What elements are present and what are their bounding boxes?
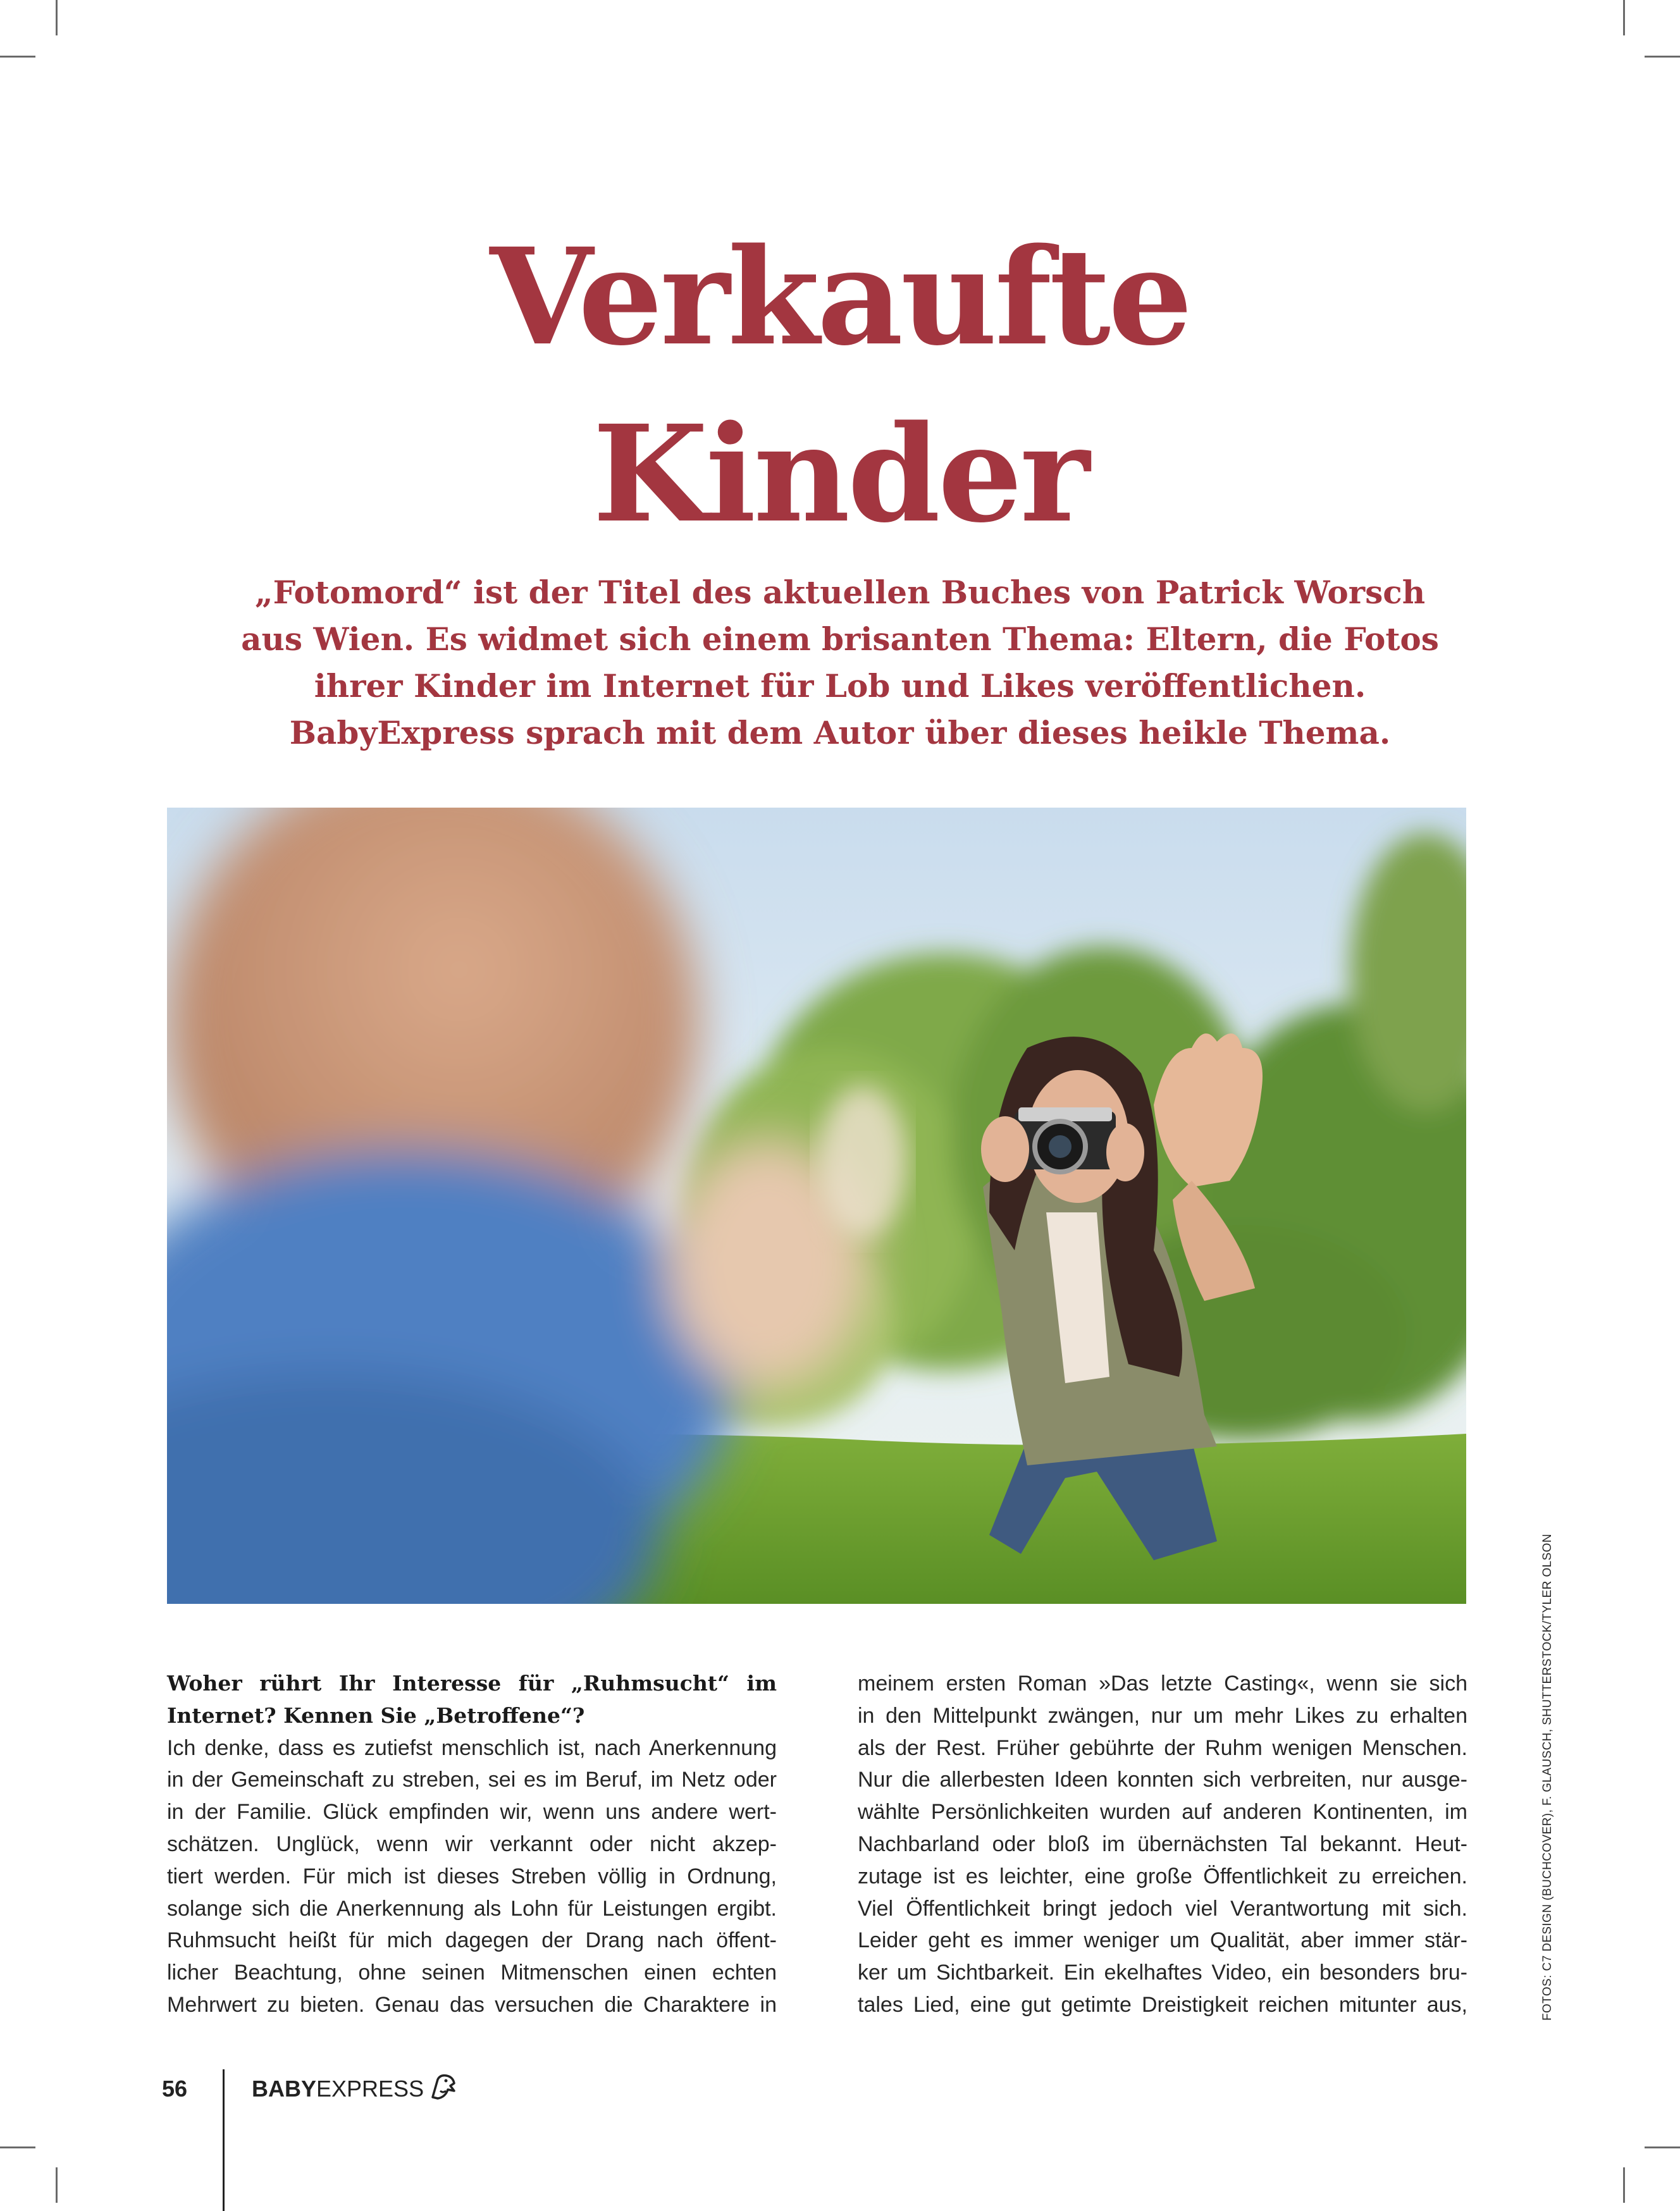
crop-mark (1623, 0, 1625, 35)
crop-mark (56, 2167, 58, 2203)
body-text-line: ker um Sichtbarkeit. Ein ekelhaftes Video, ein besonders bru- (858, 1961, 1467, 1985)
lead-line: ihrer Kinder im Internet für Lob und Likes veröffentlichen. (314, 667, 1366, 705)
crop-mark (1623, 2167, 1625, 2203)
magazine-brand (252, 2076, 424, 2102)
body-text-line: Ich denke, dass es zutiefst menschlich ist, nach Anerkennung (167, 1735, 777, 1760)
footer-divider (223, 2069, 225, 2211)
body-text-line: Mehrwert zu bieten. Genau das versuchen die Charaktere in (167, 1992, 777, 2017)
brand-light-part: EXPRESS (316, 2076, 424, 2102)
article-column-1 (167, 1668, 777, 2021)
body-text-line: wählte Persönlichkeiten wurden auf anderen Kontinenten, im (858, 1800, 1467, 1825)
stork-logo-icon (429, 2072, 458, 2101)
brand-bold-part: BABY (252, 2076, 317, 2102)
photo-mother-photographing-child-icon (167, 808, 1466, 1604)
crop-mark (0, 2146, 35, 2148)
body-text-line: Ruhmsucht heißt für mich dagegen der Drang nach öffent- (167, 1928, 777, 1953)
body-text-line: licher Beachtung, ohne seinen Mitmenschen einen echten (167, 1961, 777, 1985)
photo-credit: FOTOS: C7 DESIGN (BUCHCOVER), F. GLAUSCH, SHUTTERSTOCK/TYLER OLSON (1541, 1534, 1554, 2021)
interview-question-line: Woher rührt Ihr Interesse für „Ruhmsucht“ im (167, 1671, 777, 1696)
crop-mark (0, 56, 35, 58)
article-headline (0, 209, 1680, 563)
headline-line: Kinder (592, 396, 1088, 552)
body-text-line: in den Mittelpunkt zwängen, nur um mehr Likes zu erhalten (858, 1703, 1467, 1728)
interview-question-line: Internet? Kennen Sie „Betroffene“? (167, 1703, 585, 1728)
crop-mark (56, 0, 58, 35)
body-text-line: zutage ist es leichter, eine große Öffentlichkeit zu erreichen. (858, 1864, 1467, 1888)
crop-mark (1645, 56, 1680, 58)
body-text-line: schätzen. Unglück, wenn wir verkannt oder nicht akzep- (167, 1832, 777, 1856)
body-text-line: in der Gemeinschaft zu streben, sei es im Beruf, im Netz oder (167, 1768, 777, 1792)
body-text-line: tales Lied, eine gut getimte Dreistigkeit reichen mitunter aus, (858, 1992, 1467, 2017)
body-text-line: in der Familie. Glück empfinden wir, wenn uns andere wert- (167, 1800, 777, 1825)
page-number: 56 (162, 2076, 188, 2102)
lead-paragraph (152, 569, 1528, 756)
lead-line: BabyExpress sprach mit dem Autor über dieses heikle Thema. (289, 714, 1391, 751)
lead-line: „Fotomord“ ist der Titel des aktuellen Buches von Patrick Worsch (254, 574, 1426, 611)
headline-line: Verkaufte (490, 219, 1190, 375)
body-text-line: Viel Öffentlichkeit bringt jedoch viel Verantwortung mit sich. (858, 1896, 1467, 1921)
body-text-line: als der Rest. Früher gebührte der Ruhm wenigen Menschen. (858, 1735, 1467, 1760)
article-column-2 (858, 1668, 1467, 2021)
lead-line: aus Wien. Es widmet sich einem brisanten Thema: Eltern, die Fotos (241, 620, 1439, 658)
body-text-line: tiert werden. Für mich ist dieses Streben völlig in Ordnung, (167, 1864, 777, 1888)
body-text-line: Nur die allerbesten Ideen konnten sich verbreiten, nur ausge- (858, 1768, 1467, 1792)
body-text-line: Nachbarland oder bloß im übernächsten Tal bekannt. Heut- (858, 1832, 1467, 1856)
crop-mark (1645, 2146, 1680, 2148)
body-text-line: meinem ersten Roman »Das letzte Casting«, wenn sie sich (858, 1672, 1467, 1696)
body-text-line: Leider geht es immer weniger um Qualität, aber immer stär- (858, 1928, 1467, 1953)
body-text-line: solange sich die Anerkennung als Lohn für Leistungen ergibt. (167, 1896, 777, 1921)
